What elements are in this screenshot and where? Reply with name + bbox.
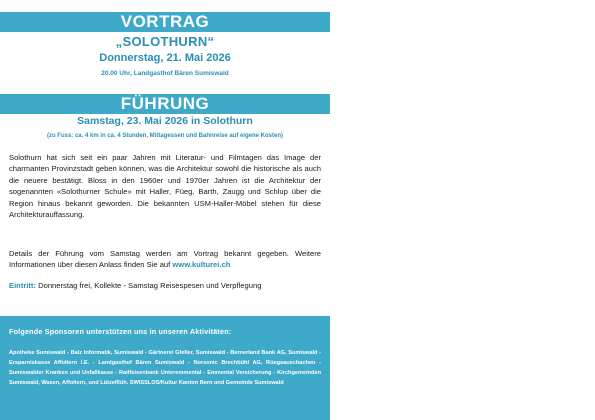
vortrag-heading: VORTRAG bbox=[0, 12, 330, 32]
website-link[interactable]: www.kulturei.ch bbox=[172, 260, 231, 270]
details-paragraph bbox=[9, 248, 321, 271]
entry-text: Donnerstag frei, Kollekte - Samstag Reisespesen und Verpflegung bbox=[38, 281, 262, 290]
description-paragraph: Solothurn hat sich seit ein paar Jahren mit Literatur- und Filmtagen das Image der charmanten Provinzstadt geben können, was die Architektur sowohl die historische als auch die neuere bestätigt. Bloss in den 1960er und 1970er Jahren ist die Architektur der sogenannten «Solothurner Schule» mit Haller, Füeg, Barth, Zaugg und Schlup über die Region hinaus bekannt geworden. Die bekannten USM-Haller-Möbel stehen für diese Architekturauffassung. bbox=[9, 153, 321, 220]
fuehrung-note: (zu Fuss: ca. 4 km in ca. 4 Stunden, Mittagessen und Bahnreise auf eigene Kosten) bbox=[46, 133, 284, 139]
vortrag-date: Donnerstag, 21. Mai 2026 bbox=[99, 52, 231, 64]
details-text: Details der Führung vom Samstag werden am Vortrag bekannt gegeben. Weitere Informationen über diesen Anlass finden Sie auf bbox=[9, 249, 321, 270]
vortrag-title: „SOLOTHURN“ bbox=[115, 34, 215, 49]
vortrag-time-location: 20.00 Uhr, Landgasthof Bären Sumiswald bbox=[101, 70, 229, 77]
sponsor-box bbox=[0, 316, 330, 420]
fuehrung-date: Samstag, 23. Mai 2026 in Solothurn bbox=[77, 115, 253, 127]
sponsor-title: Folgende Sponsoren unterstützen uns in unseren Aktivitäten: bbox=[9, 327, 232, 336]
fuehrung-heading: FÜHRUNG bbox=[0, 94, 330, 114]
entry-label: Eintritt: bbox=[9, 281, 36, 290]
entry-line bbox=[9, 280, 321, 291]
sponsor-list: Apotheke Sumiswald - Balz Informatik, Sumiswald - Gärtnerei Gfeller, Sumiswald - Bernerland Bank AG, Sumiswald - Ersparniskasse Affoltern i.E. - Landgasthof Bären Sumiswald - Norsonic Brechbühl AG, Rüegsauschachen - Sumiswalder Kranken und Unfallkasse - Raiffeisenbank Unteremmental - Emmental Versicherung - Kirchgemeinden Sumiswald, Wasen, Affoltern, und Lützelflüh. SWISSLOS/Kultur Kanton Bern und Gemeinde Sumiswald bbox=[9, 350, 321, 386]
